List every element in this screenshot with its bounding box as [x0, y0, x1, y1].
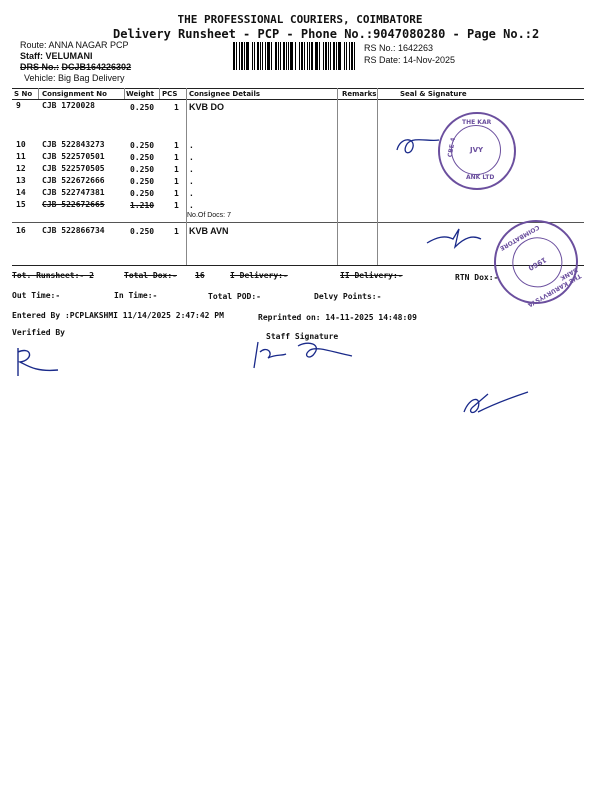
col-consignment: Consignment No	[42, 90, 107, 98]
barcode-bar	[319, 42, 320, 70]
barcode-bar	[328, 42, 329, 70]
drs-number	[20, 62, 131, 72]
barcode-bar	[309, 42, 310, 70]
row-weight: 0.250	[130, 153, 155, 162]
row-sno: 11	[16, 152, 26, 161]
barcode-bar	[254, 42, 255, 70]
row-consignment: CJB 522570505	[42, 164, 105, 173]
row-details: .	[189, 201, 194, 210]
barcode-bar	[283, 42, 285, 70]
row-pcs: 1	[174, 141, 179, 150]
row-details: KVB AVN	[189, 226, 229, 236]
row-sno: 14	[16, 188, 26, 197]
stamp2-bottom-text: COIMBATORE	[498, 223, 541, 252]
i-delivery: I Delivery:-	[230, 271, 288, 280]
row-pcs: 1	[174, 189, 179, 198]
row-consignment: CJB 522570501	[42, 152, 105, 161]
rtn-dox: RTN Dox:-	[455, 273, 499, 282]
col-remarks: Remarks	[342, 90, 377, 98]
signature-scribble-2	[425, 225, 495, 255]
barcode-bar	[236, 42, 237, 70]
out-time: Out Time:-	[12, 291, 61, 300]
row-sno: 16	[16, 226, 26, 235]
barcode-bar	[311, 42, 313, 70]
barcode-bar	[246, 42, 249, 70]
barcode-bar	[286, 42, 287, 70]
no-of-docs: No.Of Docs: 7	[187, 212, 231, 219]
staff-signature-scribble	[252, 338, 362, 370]
row-weight: 1.210	[130, 201, 155, 210]
barcode-bar	[299, 42, 300, 70]
col-seal-signature: Seal & Signature	[400, 90, 467, 98]
row-details: .	[189, 153, 194, 162]
staff-signature-label: Staff Signature	[266, 332, 339, 341]
barcode-bar	[280, 42, 281, 70]
staff-label: Staff: VELUMANI	[20, 51, 93, 61]
row-sno: 15	[16, 200, 26, 209]
barcode-bar	[351, 42, 353, 70]
tot-runsheet: Tot. Runsheet:- 2	[12, 271, 94, 280]
row-weight: 0.250	[130, 177, 155, 186]
delvy-points: Delvy Points:-	[314, 292, 382, 301]
barcode-bar	[288, 42, 289, 70]
verified-signature	[14, 346, 64, 378]
barcode-bar	[275, 42, 277, 70]
extra-signature-scribble	[460, 388, 532, 420]
drs-value: DCJB164226302	[61, 62, 132, 72]
row-consignment: CJB 522747381	[42, 188, 105, 197]
row-weight: 0.250	[130, 141, 155, 150]
stamp1-top-text: THE KAR	[462, 119, 492, 126]
rs-number: RS No.: 1642263	[364, 43, 434, 53]
barcode-image	[233, 42, 359, 70]
barcode-bar	[233, 42, 235, 70]
barcode-bar	[257, 42, 259, 70]
reprinted-on: Reprinted on: 14-11-2025 14:48:09	[258, 313, 417, 322]
row-consignment: CJB 522866734	[42, 226, 105, 235]
barcode-bar	[301, 42, 303, 70]
row-consignment: CJB 1720028	[42, 101, 95, 110]
row-consignment: CJB 522843273	[42, 140, 105, 149]
barcode-bar	[241, 42, 243, 70]
barcode-bar	[239, 42, 240, 70]
row-sno: 10	[16, 140, 26, 149]
barcode-bar	[271, 42, 272, 70]
row-weight: 0.250	[130, 189, 155, 198]
row-weight: 0.250	[130, 227, 155, 236]
col-weight: Weight	[126, 90, 154, 98]
row-details: .	[189, 189, 194, 198]
bank-stamp-1	[438, 112, 516, 190]
stamp2-text: THE KARURVYSYA BANK	[526, 265, 583, 309]
stamp1-bottom-text: ANK LTD	[466, 174, 495, 181]
barcode-bar	[323, 42, 324, 70]
barcode-bar	[244, 42, 245, 70]
stamp1-left-text: CBE-4	[446, 137, 458, 158]
vehicle-label: Vehicle: Big Bag Delivery	[24, 73, 125, 83]
row-details: .	[189, 177, 194, 186]
row-details: .	[189, 141, 194, 150]
row-consignment: CJB 522672666	[42, 176, 105, 185]
barcode-bar	[338, 42, 341, 70]
row-sno: 9	[16, 101, 21, 110]
verified-by: Verified By	[12, 328, 65, 337]
row-pcs: 1	[174, 103, 179, 112]
row-sno: 12	[16, 164, 26, 173]
barcode-bar	[290, 42, 293, 70]
barcode-bar	[260, 42, 261, 70]
drs-label: DRS No.:	[20, 62, 59, 72]
barcode-bar	[252, 42, 253, 70]
entered-by: Entered By :PCPLAKSHMI 11/14/2025 2:47:42 PM	[12, 311, 224, 320]
runsheet-title: Delivery Runsheet - PCP - Phone No.:9047080280 - Page No.:2	[113, 27, 540, 41]
row-details: KVB DO	[189, 102, 225, 112]
stamp1-center-text: JVY	[470, 146, 484, 154]
row-pcs: 1	[174, 165, 179, 174]
row-details: .	[189, 165, 194, 174]
barcode-bar	[267, 42, 270, 70]
barcode-bar	[346, 42, 347, 70]
barcode-bar	[307, 42, 308, 70]
total-dox-value: 16	[195, 271, 205, 280]
ii-delivery: II Delivery:-	[340, 271, 403, 280]
col-sno: S No	[14, 90, 33, 98]
rs-date: RS Date: 14-Nov-2025	[364, 55, 456, 65]
barcode-bar	[330, 42, 331, 70]
total-pod: Total POD:-	[208, 292, 261, 301]
barcode-bar	[344, 42, 345, 70]
row-pcs: 1	[174, 153, 179, 162]
barcode-bar	[349, 42, 350, 70]
barcode-bar	[265, 42, 266, 70]
in-time: In Time:-	[114, 291, 158, 300]
row-weight: 0.250	[130, 103, 155, 112]
barcode-bar	[295, 42, 296, 70]
row-pcs: 1	[174, 177, 179, 186]
row-pcs: 1	[174, 227, 179, 236]
col-pcs: PCS	[162, 90, 178, 98]
barcode-bar	[333, 42, 335, 70]
row-weight: 0.250	[130, 165, 155, 174]
barcode-bar	[315, 42, 318, 70]
row-sno: 13	[16, 176, 26, 185]
row-pcs: 1	[174, 201, 179, 210]
barcode-bar	[325, 42, 327, 70]
row-consignment: CJB 522672665	[42, 200, 105, 209]
barcode-bar	[354, 42, 355, 70]
barcode-bar	[278, 42, 279, 70]
barcode-bar	[304, 42, 305, 70]
stamp2-center-text: 1960	[526, 255, 548, 272]
barcode-bar	[336, 42, 337, 70]
total-dox-label: Total Dox:-	[124, 271, 177, 280]
col-consignee: Consignee Details	[189, 90, 261, 98]
route-label: Route: ANNA NAGAR PCP	[20, 40, 129, 50]
signature-scribble-1	[395, 132, 445, 162]
barcode-bar	[262, 42, 263, 70]
company-name: THE PROFESSIONAL COURIERS, COIMBATORE	[177, 13, 423, 26]
